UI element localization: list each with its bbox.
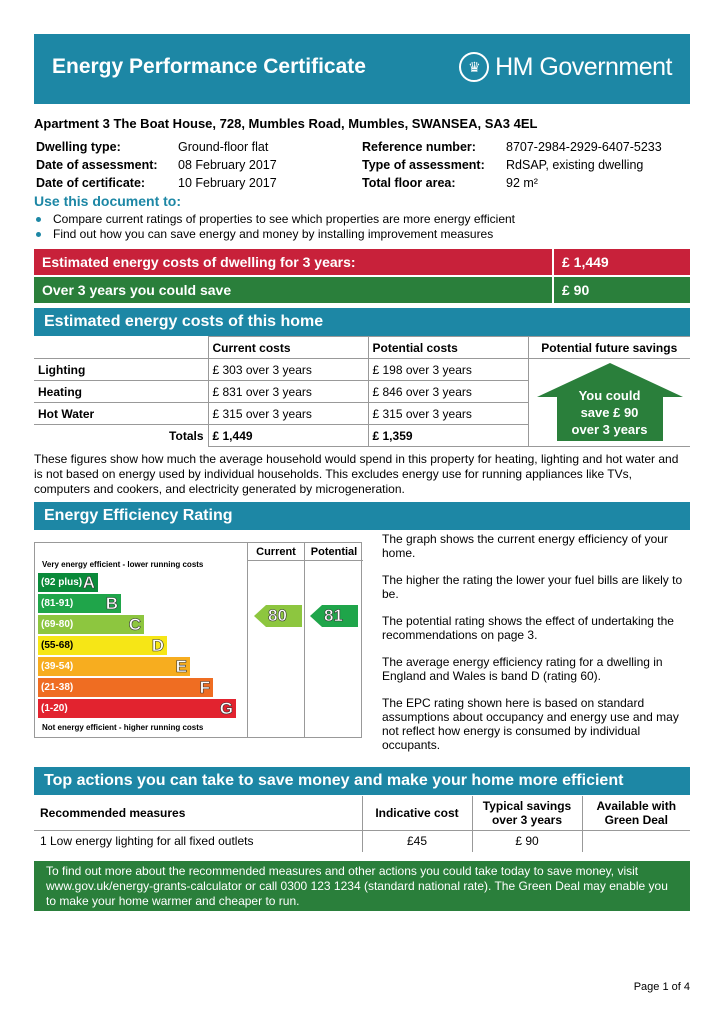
detail-label: Reference number: xyxy=(362,140,476,154)
band-letter: E xyxy=(175,656,187,676)
rating-band-g xyxy=(38,699,236,718)
bullet-text: Compare current ratings of properties to see which properties are more energy efficient xyxy=(53,212,516,226)
detail-value: 10 February 2017 xyxy=(178,176,277,190)
actions-table xyxy=(34,796,690,852)
costs-table xyxy=(34,336,690,447)
bottom-efficiency-label: Not energy efficient - higher running costs xyxy=(42,723,204,732)
top-efficiency-label: Very energy efficient - lower running costs xyxy=(42,560,204,569)
bullet-dot-icon xyxy=(36,217,41,222)
band-letter: F xyxy=(199,677,210,697)
col-header-green-deal: Available with Green Deal xyxy=(596,798,677,827)
header-banner xyxy=(34,34,690,104)
footer-note: To find out more about the recommended measures and other actions you could take today to save money, visit www.gov.uk/energy-grants-calculator or call 0300 123 1234 (standard national rate). The Green Deal may enable you to make your home warmer and cheaper to run. xyxy=(34,861,690,911)
col-header-potential: Potential costs xyxy=(368,337,528,359)
detail-label: Type of assessment: xyxy=(362,158,485,172)
section-title: Energy Efficiency Rating xyxy=(44,507,233,524)
totals-current: £ 1,449 xyxy=(208,425,368,447)
section-title: Estimated energy costs of this home xyxy=(44,313,324,330)
detail-value: 08 February 2017 xyxy=(178,158,277,172)
band-range: (69-80) xyxy=(41,619,74,630)
detail-label: Total floor area: xyxy=(362,176,456,190)
explanation-paragraph: The EPC rating shown here is based on standard assumptions about occupancy and energy use and may not reflect how energy is consumed by individual occupants. xyxy=(382,696,679,752)
costs-section-header xyxy=(34,308,690,336)
detail-value: 92 m² xyxy=(506,176,538,190)
arrow-line: You could xyxy=(578,388,641,403)
measure-cost: £45 xyxy=(362,830,472,852)
rating-section-header xyxy=(34,502,690,530)
row-label: Lighting xyxy=(34,359,208,381)
measure-green-deal xyxy=(582,830,690,852)
band-range: (81-91) xyxy=(41,598,74,609)
brand-label: HM Government xyxy=(495,52,672,81)
measure-name: 1 Low energy lighting for all fixed outlets xyxy=(34,830,362,852)
detail-value: 8707-2984-2929-6407-5233 xyxy=(506,140,662,154)
band-range: (92 plus) xyxy=(41,577,83,588)
save-bar xyxy=(34,277,690,303)
bullet-item xyxy=(36,212,515,226)
estimated-cost-label: Estimated energy costs of dwelling for 3 years: xyxy=(42,254,356,270)
arrow-line: save £ 90 xyxy=(580,405,639,420)
potential-rating-arrow xyxy=(310,605,358,632)
page-number: Page 1 of 4 xyxy=(633,981,690,993)
explanation-paragraph: The graph shows the current energy efficiency of your home. xyxy=(382,532,668,560)
section-title: Top actions you can take to save money and make your home more efficient xyxy=(44,772,624,789)
save-label: Over 3 years you could save xyxy=(42,282,232,298)
explanation-paragraph: The higher the rating the lower your fuel bills are likely to be. xyxy=(382,573,683,601)
hm-government-logo xyxy=(459,52,672,82)
rating-explanation xyxy=(382,532,690,752)
details-right xyxy=(362,138,690,192)
col-header-measure: Recommended measures xyxy=(34,796,362,830)
current-cost: £ 315 over 3 years xyxy=(208,403,368,425)
band-range: (55-68) xyxy=(41,640,74,651)
band-range: (39-54) xyxy=(41,661,74,672)
rating-band-f xyxy=(38,678,213,697)
detail-value: Ground-floor flat xyxy=(178,140,269,154)
detail-label: Date of certificate: xyxy=(36,176,146,190)
measure-saving: £ 90 xyxy=(472,830,582,852)
rating-band-d xyxy=(38,636,167,655)
address: Apartment 3 The Boat House, 728, Mumbles Road, Mumbles, SWANSEA, SA3 4EL xyxy=(34,116,538,131)
blank-header xyxy=(34,337,208,359)
rating-value: 81 xyxy=(324,606,343,625)
band-letter: A xyxy=(82,572,95,592)
arrow-line: over 3 years xyxy=(571,422,648,437)
estimated-cost-value: £ 1,449 xyxy=(552,249,690,275)
bullet-dot-icon xyxy=(36,232,41,237)
rating-band-c xyxy=(38,615,144,634)
col-header-current: Current costs xyxy=(208,337,368,359)
totals-potential: £ 1,359 xyxy=(368,425,528,447)
potential-cost: £ 846 over 3 years xyxy=(368,381,528,403)
col-header-savings: Potential future savings xyxy=(528,337,690,359)
crest-icon: ♛ xyxy=(459,52,489,82)
rating-band-b xyxy=(38,594,121,613)
current-cost: £ 303 over 3 years xyxy=(208,359,368,381)
totals-label: Totals xyxy=(34,425,208,447)
row-label: Hot Water xyxy=(34,403,208,425)
band-letter: G xyxy=(219,698,233,718)
current-cost: £ 831 over 3 years xyxy=(208,381,368,403)
col-header-savings: Typical savings over 3 years xyxy=(472,796,582,830)
bullet-text: Find out how you can save energy and money by installing improvement measures xyxy=(53,227,494,241)
row-label: Heating xyxy=(34,381,208,403)
rating-band-e xyxy=(38,657,190,676)
band-letter: C xyxy=(128,614,141,634)
savings-cell xyxy=(528,359,690,447)
col-header-cost: Indicative cost xyxy=(362,796,472,830)
page-title: Energy Performance Certificate xyxy=(52,55,366,78)
explanation-paragraph: The average energy efficiency rating for a dwelling in England and Wales is band D (rating 60). xyxy=(382,655,663,683)
band-letter: B xyxy=(105,593,118,613)
savings-arrow-text xyxy=(535,387,685,438)
potential-cost: £ 198 over 3 years xyxy=(368,359,528,381)
col-current-label: Current xyxy=(256,546,296,558)
details-left xyxy=(36,138,356,192)
current-rating-arrow xyxy=(254,605,302,632)
detail-value: RdSAP, existing dwelling xyxy=(506,158,644,172)
band-letter: D xyxy=(151,635,164,655)
bullet-item xyxy=(36,227,493,241)
band-range: (21-38) xyxy=(41,682,74,693)
save-value: £ 90 xyxy=(552,277,690,303)
potential-cost: £ 315 over 3 years xyxy=(368,403,528,425)
rating-graph xyxy=(34,542,362,738)
detail-label: Dwelling type: xyxy=(36,140,121,154)
column-headers xyxy=(247,543,363,561)
col-potential-label: Potential xyxy=(310,546,358,558)
band-range: (1-20) xyxy=(41,703,68,714)
current-column xyxy=(247,543,305,737)
use-heading: Use this document to: xyxy=(34,193,182,209)
estimated-cost-bar xyxy=(34,249,690,275)
detail-label: Date of assessment: xyxy=(36,158,158,172)
rating-value: 80 xyxy=(268,606,287,625)
rating-band-a xyxy=(38,573,98,592)
costs-note: These figures show how much the average household would spend in this property for heating, lighting and hot water and is not based on energy used by individual households. This excludes energy use for running appliances like TVs, computers and cookers, and electricity generated by microgeneration. xyxy=(34,452,679,496)
explanation-paragraph: The potential rating shows the effect of undertaking the recommendations on page 3. xyxy=(382,614,674,642)
actions-section-header xyxy=(34,767,690,795)
